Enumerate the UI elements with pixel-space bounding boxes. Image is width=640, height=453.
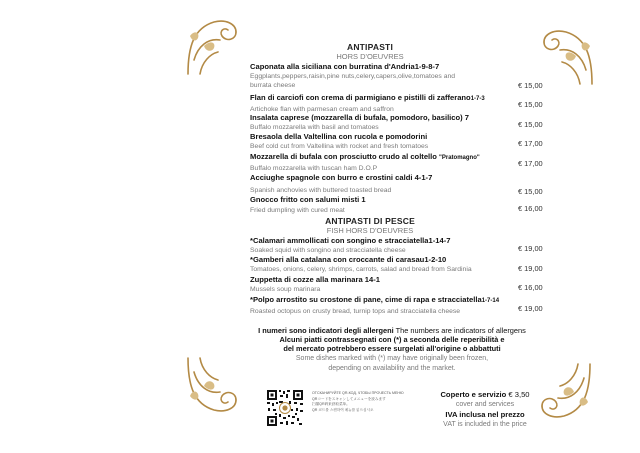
menu-item-gnocco-fritto bbox=[250, 195, 550, 215]
item-price: € 19,00 bbox=[518, 304, 543, 313]
menu-item-polpo bbox=[250, 295, 550, 316]
item-name: Caponata alla siciliana con burratina d'Andria1-9-8-7 bbox=[250, 62, 440, 71]
cover-charge: Coperto e servizio € 3,50 bbox=[440, 390, 530, 399]
menu-item-calamari bbox=[250, 236, 550, 255]
item-name: Mozzarella di bufala con prosciutto crudo al coltello "Pratomagno" bbox=[250, 152, 480, 161]
menu-item-caponata bbox=[250, 62, 550, 91]
item-name: Flan di carciofi con crema di parmigiano e pistilli di zafferano1-7-3 bbox=[250, 93, 485, 102]
item-name: Bresaola della Valtellina con rucola e pomodorini bbox=[250, 132, 428, 141]
item-description: Beef cold cut from Valtellina with rocket and fresh tomatoes bbox=[250, 142, 429, 150]
item-description: Tomatoes, onions, celery, shrimps, carrots, salad and bread from Sardinia bbox=[250, 265, 472, 273]
item-name: Acciughe spagnole con burro e crostini caldi 4-1-7 bbox=[250, 173, 433, 182]
section-title-antipasti-pesce: ANTIPASTI DI PESCE bbox=[325, 216, 415, 226]
item-name: *Polpo arrostito su crostone di pane, cime di rapa e stracciatella1-7-14 bbox=[250, 295, 500, 304]
item-description: Buffalo mozzarella with tuscan ham D.O.P bbox=[250, 164, 378, 172]
item-price: € 15,00 bbox=[518, 120, 543, 129]
menu-item-gamberi bbox=[250, 255, 550, 274]
frozen-note-en-1: Some dishes marked with (*) may have originally been frozen, bbox=[295, 355, 489, 362]
section-title-antipasti: ANTIPASTI bbox=[346, 42, 394, 52]
vat-note-en: VAT is included in the price bbox=[443, 421, 527, 428]
item-description: Eggplants,peppers,raisin,pine nuts,celery,capers,olive,tomatoes and bbox=[250, 72, 456, 80]
item-price: € 15,00 bbox=[518, 187, 543, 196]
item-price: € 19,00 bbox=[518, 244, 543, 253]
item-description: Soaked squid with songino and stracciatella cheese bbox=[250, 246, 406, 254]
item-description: Mussels soup marinara bbox=[250, 285, 321, 293]
menu-item-flan-carciofi bbox=[250, 93, 550, 114]
item-price: € 17,00 bbox=[518, 139, 543, 148]
menu-item-acciughe bbox=[250, 173, 550, 195]
item-price: € 15,00 bbox=[518, 81, 543, 90]
menu-item-zuppetta-cozze bbox=[250, 275, 550, 294]
allergen-note: I numeri sono indicatori degli allergeni The numbers are indicators of allergens bbox=[258, 326, 526, 335]
qr-instruction-ja: QRコードをスキャンしてメニューを読みます bbox=[312, 396, 386, 401]
item-price: € 17,00 bbox=[518, 159, 543, 168]
item-price: € 15,00 bbox=[518, 100, 543, 109]
menu-item-insalata-caprese bbox=[250, 113, 550, 132]
item-description: Spanish anchovies with buttered toasted bread bbox=[250, 186, 392, 194]
menu-item-bresaola bbox=[250, 132, 550, 151]
qr-instruction-zh: 扫描QR码来获取菜单。 bbox=[312, 402, 350, 407]
item-name: *Calamari ammollicati con songino e stracciatella1-14-7 bbox=[250, 236, 451, 245]
gold-swirl-ornament-top-left bbox=[184, 16, 240, 80]
item-name: Zuppetta di cozze alla marinara 14-1 bbox=[250, 275, 380, 284]
item-price: € 19,00 bbox=[518, 264, 543, 273]
menu-qr-code[interactable] bbox=[266, 389, 304, 427]
item-description: Artichoke flan with parmesan cream and saffron bbox=[250, 105, 394, 113]
item-name: *Gamberi alla catalana con croccante di carasau1-2-10 bbox=[250, 255, 447, 264]
section-subtitle-antipasti-pesce: FISH HORS D'OEUVRES bbox=[326, 226, 414, 235]
frozen-note-en-2: depending on availability and the market. bbox=[328, 365, 456, 372]
item-description: Roasted octopus on crusty bread, turnip tops and stracciatella cheese bbox=[250, 307, 461, 315]
item-description-cont: burrata cheese bbox=[250, 82, 296, 89]
item-name: Insalata caprese (mozzarella di bufala, pomodoro, basilico) 7 bbox=[250, 113, 470, 122]
frozen-note-it-2: del mercato potrebbero essere surgelati all'origine o abbattuti bbox=[283, 344, 501, 353]
menu-item-mozzarella-prosciutto bbox=[250, 152, 550, 173]
frozen-note-it-1: Alcuni piatti contrassegnati con (*) a seconda delle reperibilità e bbox=[279, 335, 505, 344]
qr-instructions bbox=[312, 391, 404, 413]
cover-charge-en: cover and services bbox=[455, 401, 515, 408]
item-description: Buffalo mozzarella with basil and tomatoes bbox=[250, 123, 379, 131]
item-name: Gnocco fritto con salumi misti 1 bbox=[250, 195, 366, 204]
item-description: Fried dumpling with cured meat bbox=[250, 206, 345, 214]
qr-instruction-ru: ОТСКАНИРУЙТЕ QR-КОД, ЧТОБЫ ПРОЧЕСТЬ МЕНЮ bbox=[312, 391, 404, 395]
item-price: € 16,00 bbox=[518, 204, 543, 213]
vat-note-it: IVA inclusa nel prezzo bbox=[445, 410, 525, 419]
qr-instruction-ko: QR 코드를 스캔하여 메뉴를 읽으십시오 bbox=[312, 407, 374, 412]
item-price: € 16,00 bbox=[518, 283, 543, 292]
section-subtitle-antipasti: HORS D'OEUVRES bbox=[336, 52, 404, 61]
